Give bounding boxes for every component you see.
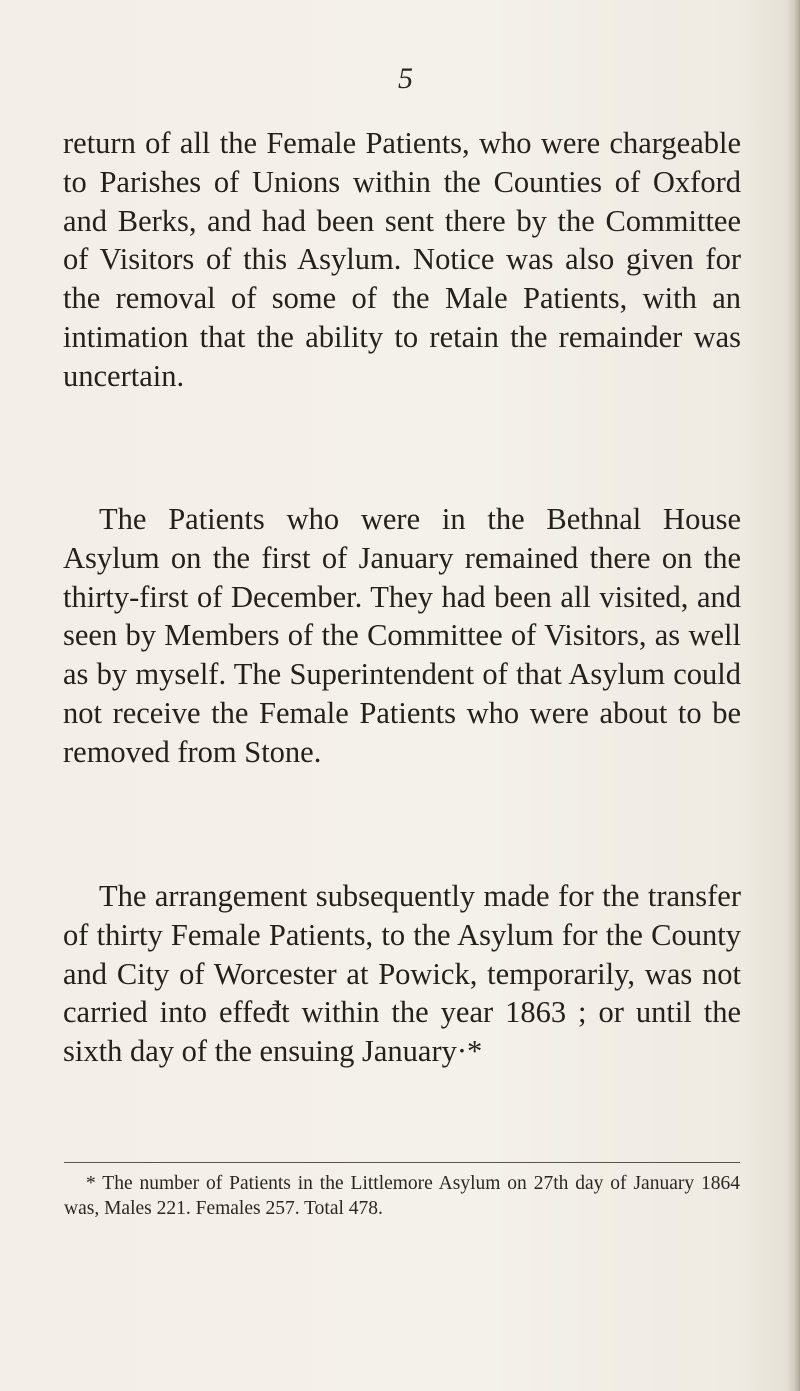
page-edge-shadow — [786, 0, 800, 1391]
footnote-divider — [64, 1162, 740, 1163]
paragraph-1: return of all the Female Patients, who were chargeable to Parishes of Unions within the Counties of Oxford and Berks, and had been sent there by the Committee of Visitors of this Asylum. Notice was also given for the removal of some of the Male Patients, with an intimation that the ability to retain the remainder was uncertain. — [63, 126, 741, 393]
paragraph-2: The Patients who were in the Bethnal House Asylum on the first of January remained there on the thirty-first of December. They had been all visited, and seen by Members of the Committee of Visitors, as well as by myself. The Superintendent of that Asylum could not receive the Female Patients who were about to be removed from Stone. — [63, 502, 741, 769]
paragraph-3: The arrangement subsequently made for the transfer of thirty Female Patients, to the Asylum for the County and City of Worcester at Powick, temporarily, was not carried into effeđt within the year 1863 ; or until the sixth day of the ensuing January·* — [63, 879, 741, 1069]
footnote: * The number of Patients in the Littlemore Asylum on 27th day of January 1864 was, Males 221. Females 257. Total 478. — [64, 1173, 740, 1219]
page-number: 5 — [398, 62, 413, 95]
